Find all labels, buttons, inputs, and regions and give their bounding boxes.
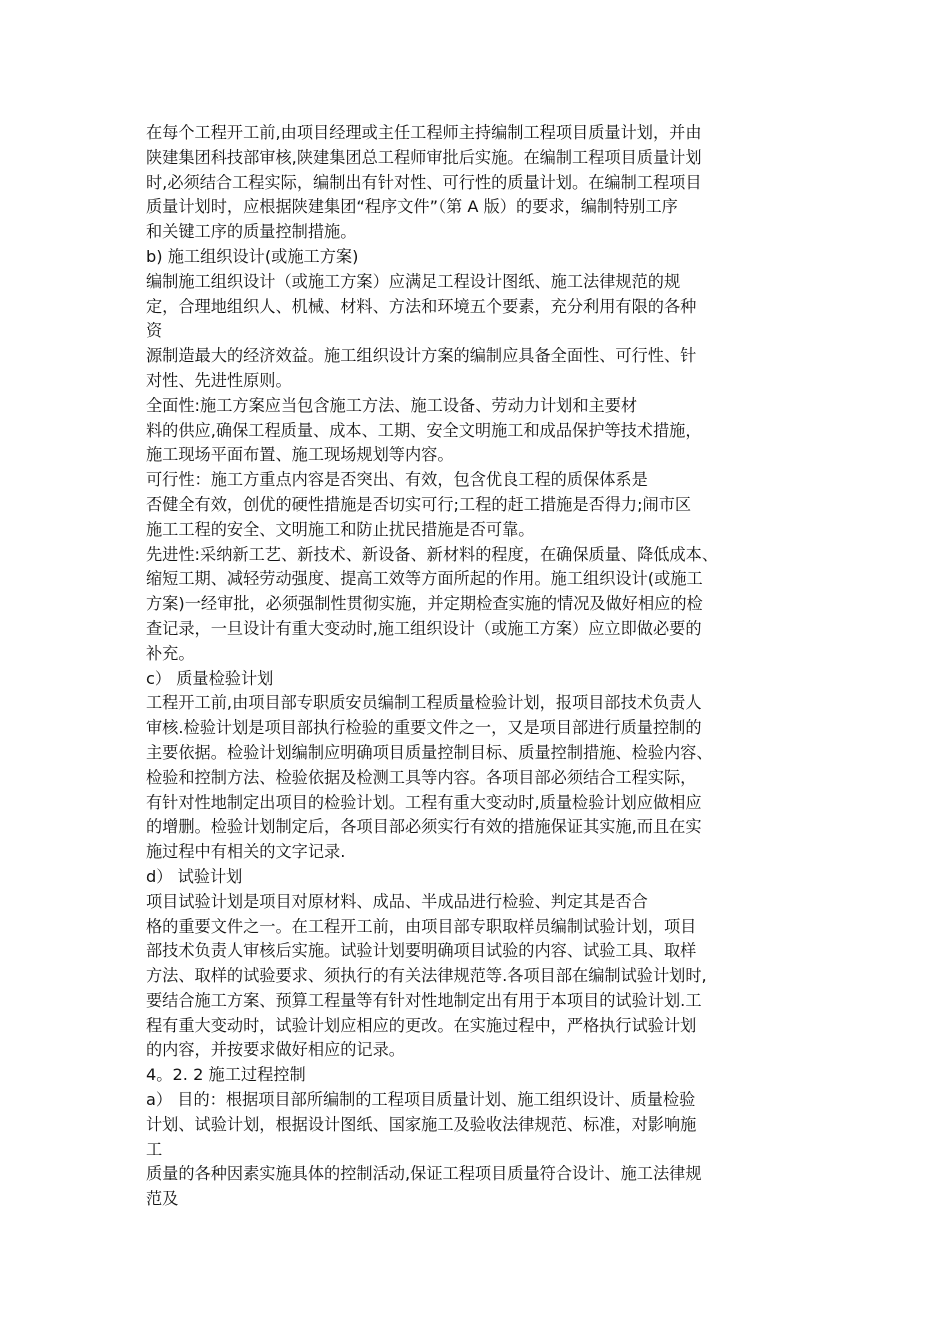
text-line: 格的重要文件之一。在工程开工前，由项目部专职取样员编制试验计划，项目: [146, 916, 697, 936]
text-line: 部技术负责人审核后实施。试验计划要明确项目试验的内容、试验工具、取样: [146, 941, 697, 961]
text-line: 资: [146, 321, 163, 341]
text-line: 查记录，一旦设计有重大变动时,施工组织设计（或施工方案）应立即做必要的: [146, 618, 702, 638]
text-line: 程有重大变动时，试验计划应相应的更改。在实施过程中，严格执行试验计划: [146, 1015, 697, 1035]
text-line: 方法、取样的试验要求、须执行的有关法律规范等.各项目部在编制试验计划时,: [146, 966, 707, 986]
text-line: 源制造最大的经济效益。施工组织设计方案的编制应具备全面性、可行性、针: [146, 346, 697, 366]
text-line: 全面性:施工方案应当包含施工方法、施工设备、劳动力计划和主要材: [146, 395, 638, 415]
text-line: 施过程中有相关的文字记录.: [146, 842, 346, 862]
text-line: 范及: [146, 1189, 179, 1209]
text-line: 定，合理地组织人、机械、材料、方法和环境五个要素，充分利用有限的各种: [146, 296, 697, 316]
section-heading-d: d） 试验计划: [146, 866, 243, 886]
text-line: 计划、试验计划，根据设计图纸、国家施工及验收法律规范、标准，对影响施: [146, 1114, 697, 1134]
text-line: 质量的各种因素实施具体的控制活动,保证工程项目质量符合设计、施工法律规: [146, 1164, 702, 1184]
text-line: 先进性:采纳新工艺、新技术、新设备、新材料的程度，在确保质量、降低成本、: [146, 544, 719, 564]
text-line: 项目试验计划是项目对原材料、成品、半成品进行检验、判定其是否合: [146, 891, 648, 911]
text-line: 编制施工组织设计（或施工方案）应满足工程设计图纸、施工法律规范的规: [146, 271, 681, 291]
text-line: 主要依据。检验计划编制应明确项目质量控制目标、质量控制措施、检验内容、: [146, 742, 713, 762]
section-heading-b: b) 施工组织设计(或施工方案): [146, 246, 359, 266]
text-line: 缩短工期、减轻劳动强度、提高工效等方面所起的作用。施工组织设计(或施工: [146, 569, 703, 589]
text-line: 否健全有效，创优的硬性措施是否切实可行;工程的赶工措施是否得力;闹市区: [146, 494, 692, 514]
text-line: 有针对性地制定出项目的检验计划。工程有重大变动时,质量检验计划应做相应: [146, 792, 702, 812]
text-line: 工程开工前,由项目部专职质安员编制工程质量检验计划，报项目部技术负责人: [146, 693, 702, 713]
text-line: 对性、先进性原则。: [146, 370, 292, 390]
text-line: 料的供应,确保工程质量、成本、工期、安全文明施工和成品保护等技术措施，: [146, 420, 702, 440]
text-line: a） 目的：根据项目部所编制的工程项目质量计划、施工组织设计、质量检验: [146, 1090, 696, 1110]
section-heading-422: 4。2. 2 施工过程控制: [146, 1065, 306, 1085]
section-heading-c: c） 质量检验计划: [146, 668, 274, 688]
text-line: 方案)一经审批，必须强制性贯彻实施，并定期检查实施的情况及做好相应的检: [146, 594, 703, 614]
text-line: 可行性：施工方重点内容是否突出、有效，包含优良工程的质保体系是: [146, 470, 648, 490]
text-line: 的增删。检验计划制定后，各项目部必须实行有效的措施保证其实施,而且在实: [146, 817, 702, 837]
document-body: [146, 121, 818, 1212]
text-line: 陕建集团科技部审核,陕建集团总工程师审批后实施。在编制工程项目质量计划: [146, 147, 702, 167]
text-line: 要结合施工方案、预算工程量等有针对性地制定出有用于本项目的试验计划.工: [146, 990, 702, 1010]
text-line: 的内容，并按要求做好相应的记录。: [146, 1040, 405, 1060]
text-line: 审核.检验计划是项目部执行检验的重要文件之一，又是项目部进行质量控制的: [146, 718, 702, 738]
text-line: 在每个工程开工前,由项目经理或主任工程师主持编制工程项目质量计划，并由: [146, 123, 702, 142]
text-line: 补充。: [146, 643, 195, 663]
text-line: 施工工程的安全、文明施工和防止扰民措施是否可靠。: [146, 519, 535, 539]
text-line: 检验和控制方法、检验依据及检测工具等内容。各项目部必须结合工程实际，: [146, 767, 697, 787]
text-line: 和关键工序的质量控制措施。: [146, 222, 357, 242]
text-line: 施工现场平面布置、施工现场规划等内容。: [146, 445, 454, 465]
text-line: 质量计划时，应根据陕建集团“程序文件”（第 A 版）的要求，编制特别工序: [146, 197, 678, 217]
text-line: 时,必须结合工程实际，编制出有针对性、可行性的质量计划。在编制工程项目: [146, 172, 702, 192]
text-line: 工: [146, 1139, 163, 1159]
